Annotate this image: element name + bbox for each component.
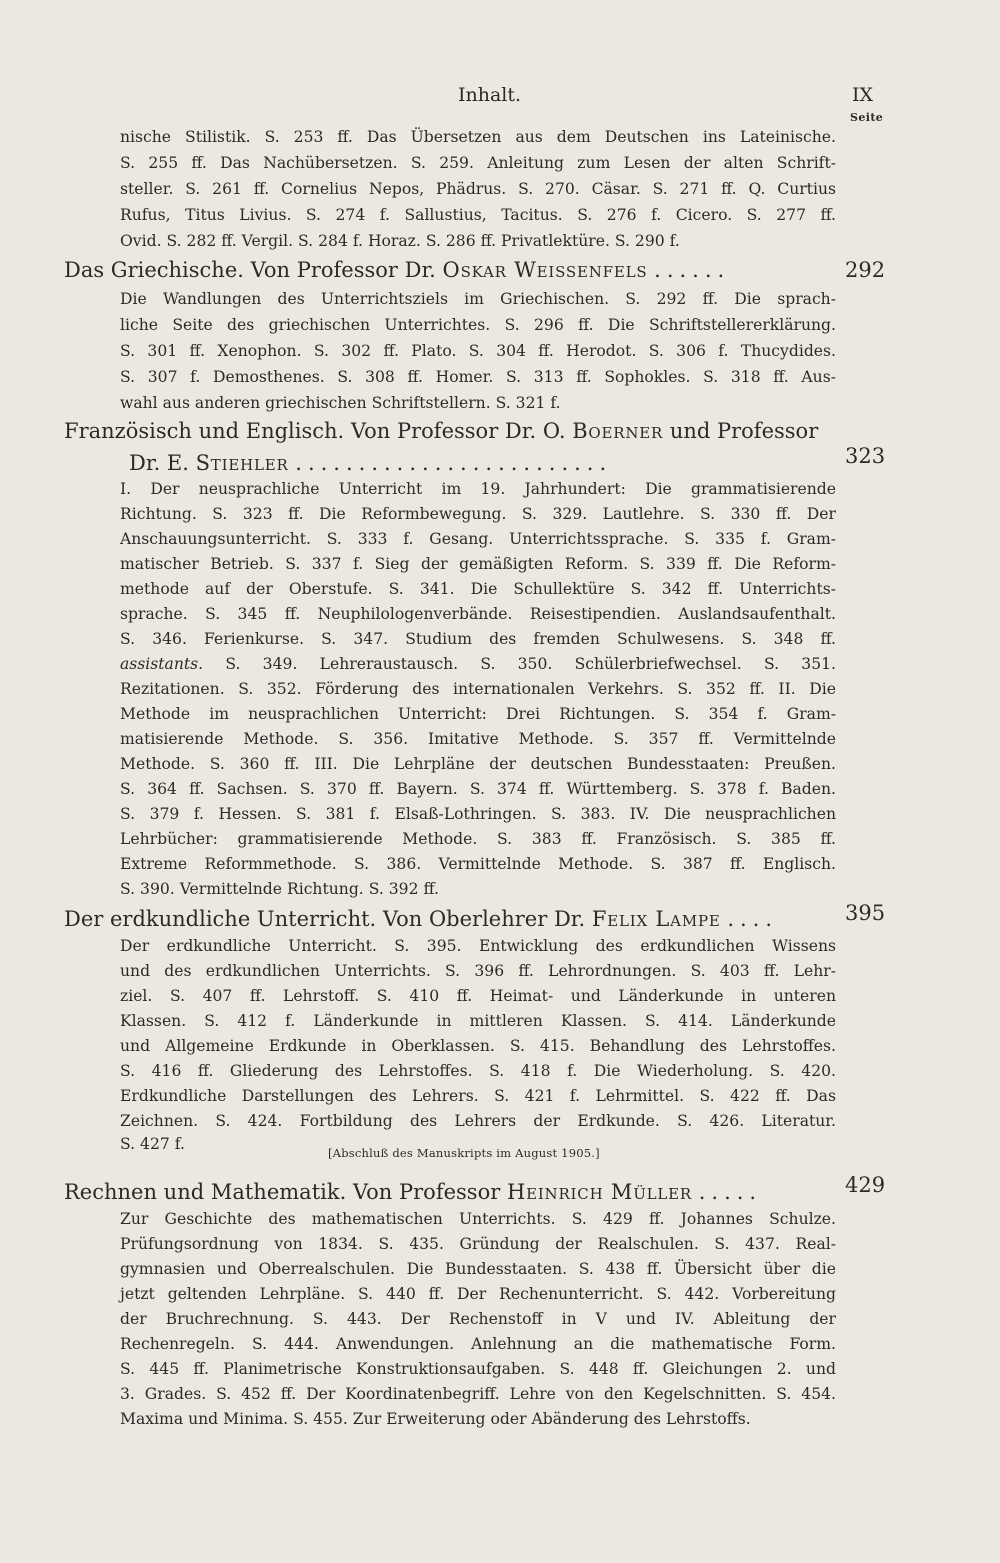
text-line: gymnasien und Oberrealschulen. Die Bundesstaaten. S. 438 ff. Übersicht über die xyxy=(120,1260,836,1278)
text-line: S. 390. Vermittelnde Richtung. S. 392 ff. xyxy=(120,880,439,898)
text-line: Zeichnen. S. 424. Fortbildung des Lehrers der Erdkunde. S. 426. Literatur. xyxy=(120,1112,836,1130)
text-line: und Allgemeine Erdkunde in Oberklassen. S. 415. Behandlung des Lehrstoffes. xyxy=(120,1037,836,1055)
author-name: Boerner xyxy=(572,419,664,443)
section-heading xyxy=(64,1179,762,1205)
text-line: S. 364 ff. Sachsen. S. 370 ff. Bayern. S. 374 ff. Württemberg. S. 378 f. Baden. xyxy=(120,780,836,798)
section-page-number: 292 xyxy=(845,258,886,282)
text-line: Rechenregeln. S. 444. Anwendungen. Anlehnung an die mathematische Form. xyxy=(120,1335,836,1353)
text-line: S. 379 f. Hessen. S. 381 f. Elsaß-Lothringen. S. 383. IV. Die neusprachlichen xyxy=(120,805,836,823)
leader-dots: ...... xyxy=(654,258,731,282)
text-line: Rezitationen. S. 352. Förderung des internationalen Verkehrs. S. 352 ff. II. Die xyxy=(120,680,836,698)
section-title: Der erdkundliche Unterricht. Von Oberlehrer Dr. xyxy=(64,907,586,931)
text-line: liche Seite des griechischen Unterrichtes. S. 296 ff. Die Schriftstellererklärung. xyxy=(120,316,836,334)
section-title: Dr. E. xyxy=(129,451,189,475)
leader-dots: .... xyxy=(727,907,779,931)
section-heading xyxy=(64,418,818,444)
text-line: S. 416 ff. Gliederung des Lehrstoffes. S. 418 f. Die Wiederholung. S. 420. xyxy=(120,1062,836,1080)
text-line: und des erdkundlichen Unterrichts. S. 396 ff. Lehrordnungen. S. 403 ff. Lehr- xyxy=(120,962,836,980)
leader-dots: ......................... xyxy=(295,451,613,475)
text-line: Richtung. S. 323 ff. Die Reformbewegung. S. 329. Lautlehre. S. 330 ff. Der xyxy=(120,505,836,523)
text-line: Methode im neusprachlichen Unterricht: Drei Richtungen. S. 354 f. Gram- xyxy=(120,705,836,723)
text-line: sprache. S. 345 ff. Neuphilologenverbände. Reisestipendien. Auslandsaufenthalt. xyxy=(120,605,836,623)
text-line: S. 346. Ferienkurse. S. 347. Studium des fremden Schulwesens. S. 348 ff. xyxy=(120,630,836,648)
text-line: S. 427 f. xyxy=(120,1135,185,1153)
text-line: matischer Betrieb. S. 337 f. Sieg der gemäßigten Reform. S. 339 ff. Die Reform- xyxy=(120,555,836,573)
text-line: Anschauungsunterricht. S. 333 f. Gesang. Unterrichtssprache. S. 335 f. Gram- xyxy=(120,530,836,548)
section-page-number: 395 xyxy=(845,901,886,925)
section-title-cont: und Professor xyxy=(669,419,819,443)
text-line: 3. Grades. S. 452 ff. Der Koordinatenbegriff. Lehre von den Kegelschnitten. S. 454. xyxy=(120,1385,836,1403)
italic-term: assistants. xyxy=(120,655,204,673)
text-line: Rufus, Titus Livius. S. 274 f. Sallustius, Tacitus. S. 276 f. Cicero. S. 277 ff. xyxy=(120,206,836,224)
text-line: ziel. S. 407 ff. Lehrstoff. S. 410 ff. Heimat- und Länderkunde in unteren xyxy=(120,987,836,1005)
text-line: S. 301 ff. Xenophon. S. 302 ff. Plato. S. 304 ff. Herodot. S. 306 f. Thucydides. xyxy=(120,342,836,360)
text-line: Erdkundliche Darstellungen des Lehrers. S. 421 f. Lehrmittel. S. 422 ff. Das xyxy=(120,1087,836,1105)
author-name: Oskar Weissenfels xyxy=(442,258,648,282)
section-title: Rechnen und Mathematik. Von Professor xyxy=(64,1180,501,1204)
text-line: matisierende Methode. S. 356. Imitative Methode. S. 357 ff. Vermittelnde xyxy=(120,730,836,748)
section-heading xyxy=(64,906,778,932)
text-line: Die Wandlungen des Unterrichtsziels im Griechischen. S. 292 ff. Die sprach- xyxy=(120,290,836,308)
section-title: Das Griechische. Von Professor Dr. xyxy=(64,258,436,282)
text-line: wahl aus anderen griechischen Schriftstellern. S. 321 f. xyxy=(120,394,561,412)
text-line: S. 255 ff. Das Nachübersetzen. S. 259. Anleitung zum Lesen der alten Schrift- xyxy=(120,154,836,172)
text-line: Maxima und Minima. S. 455. Zur Erweiterung oder Abänderung des Lehrstoffs. xyxy=(120,1410,751,1428)
text-line: Prüfungsordnung von 1834. S. 435. Gründung der Realschulen. S. 437. Real- xyxy=(120,1235,836,1253)
text-line: I. Der neusprachliche Unterricht im 19. Jahrhundert: Die grammatisierende xyxy=(120,480,836,498)
section-heading xyxy=(64,257,730,283)
author-name: Felix Lampe xyxy=(591,907,721,931)
text-line: S. 307 f. Demosthenes. S. 308 ff. Homer. S. 313 ff. Sophokles. S. 318 ff. Aus- xyxy=(120,368,836,386)
text-line: Klassen. S. 412 f. Länderkunde in mittleren Klassen. S. 414. Länderkunde xyxy=(120,1012,836,1030)
text-line: Zur Geschichte des mathematischen Unterrichts. S. 429 ff. Johannes Schulze. xyxy=(120,1210,836,1228)
author-name: Heinrich Müller xyxy=(506,1180,693,1204)
text-line: Extreme Reformmethode. S. 386. Vermittelnde Methode. S. 387 ff. Englisch. xyxy=(120,855,836,873)
text-line: Methode. S. 360 ff. III. Die Lehrpläne der deutschen Bundesstaaten: Preußen. xyxy=(120,755,836,773)
section-page-number: 323 xyxy=(845,444,886,468)
author-name: Stiehler xyxy=(195,451,289,475)
text-line: Lehrbücher: grammatisierende Methode. S. 383 ff. Französisch. S. 385 ff. xyxy=(120,830,836,848)
manuscript-note: [Abschluß des Manuskripts im August 1905.] xyxy=(328,1146,600,1160)
text-line: nische Stilistik. S. 253 ff. Das Übersetzen aus dem Deutschen ins Lateinische. xyxy=(120,128,836,146)
section-page-number: 429 xyxy=(845,1173,886,1197)
text-line: Ovid. S. 282 ff. Vergil. S. 284 f. Horaz. S. 286 ff. Privatlektüre. S. 290 f. xyxy=(120,232,680,250)
text-line: der Bruchrechnung. S. 443. Der Rechenstoff in V und IV. Ableitung der xyxy=(120,1310,836,1328)
text-line: steller. S. 261 ff. Cornelius Nepos, Phädrus. S. 270. Cäsar. S. 271 ff. Q. Curtius xyxy=(120,180,836,198)
seite-label: Seite xyxy=(850,111,884,124)
section-title: Französisch und Englisch. Von Professor Dr. O. xyxy=(64,419,566,443)
page-number: IX xyxy=(852,84,874,106)
text-line xyxy=(120,654,836,674)
running-header-title: Inhalt. xyxy=(458,84,522,106)
text-line: methode auf der Oberstufe. S. 341. Die Schullektüre S. 342 ff. Unterrichts- xyxy=(120,580,836,598)
text-line-rest: S. 349. Lehreraustausch. S. 350. Schülerbriefwechsel. S. 351. xyxy=(203,655,836,673)
text-line: Der erdkundliche Unterricht. S. 395. Entwicklung des erdkundlichen Wissens xyxy=(120,937,836,955)
section-heading-line2 xyxy=(129,450,612,476)
leader-dots: ..... xyxy=(698,1180,763,1204)
text-line: jetzt geltenden Lehrpläne. S. 440 ff. Der Rechenunterricht. S. 442. Vorbereitung xyxy=(120,1285,836,1303)
text-line: S. 445 ff. Planimetrische Konstruktionsaufgaben. S. 448 ff. Gleichungen 2. und xyxy=(120,1360,836,1378)
